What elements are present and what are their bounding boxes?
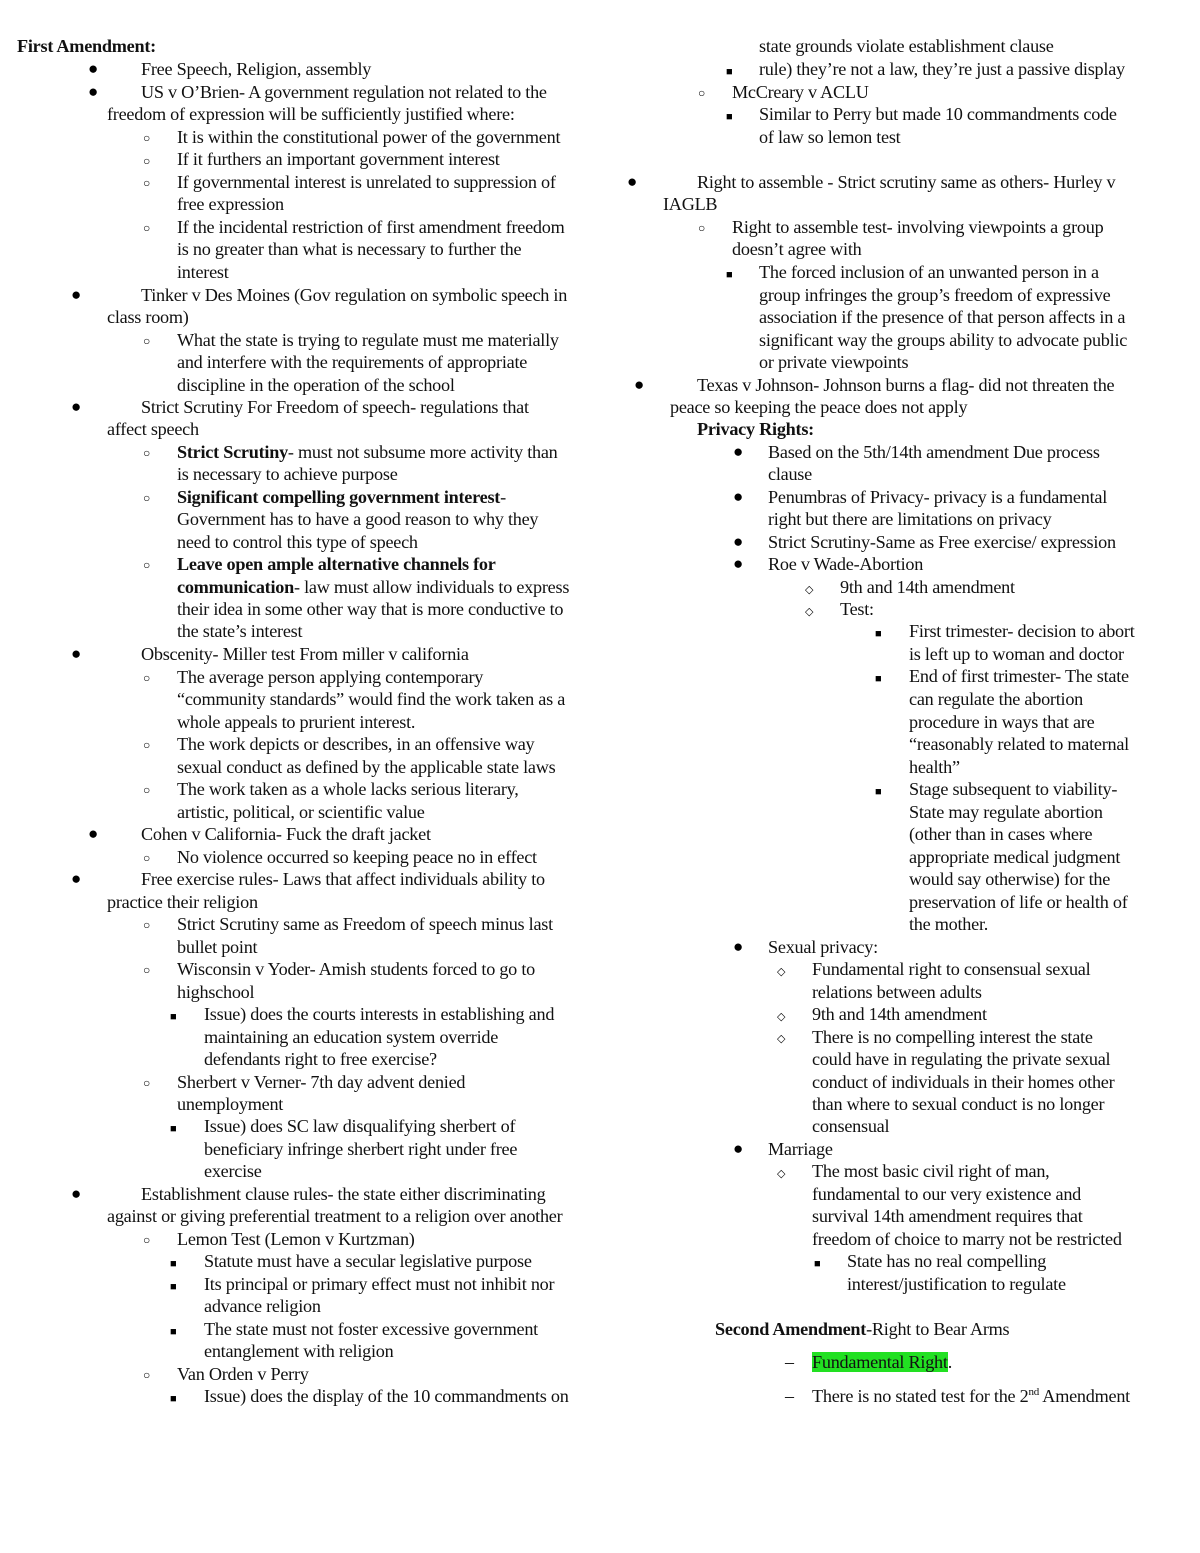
text-line: practice their religion [107,892,258,912]
text-line: against or giving preferential treatment to a religion over another [107,1206,563,1226]
text-line: could have in regulating the private sexual [812,1049,1111,1069]
bullet-circle: ○ [143,154,151,168]
text-span: - must not subsume more activity than [287,442,558,462]
bullet-circle: ○ [698,86,706,100]
text-line: Strict Scrutiny same as Freedom of speech minus last [177,914,553,934]
text-line: If the incidental restriction of first amendment freedom [177,217,565,237]
text-line: their idea in some other way that is more conductive to [177,599,564,619]
bullet-circle: ○ [143,334,151,348]
text-line: discipline in the operation of the school [177,375,455,395]
bullet-dot: ● [71,644,82,663]
text-line: US v O’Brien- A government regulation not related to the [141,82,547,102]
bullet-dot: ● [733,442,744,461]
text-line: freedom of expression will be sufficiently justified where: [107,104,515,124]
text-line: the state’s interest [177,621,303,641]
text-line: IAGLB [663,194,718,214]
text-line: The forced inclusion of an unwanted person in a [759,262,1099,282]
text-line: is left up to woman and doctor [909,644,1124,664]
text-line: Right to assemble - Strict scrutiny same as others- Hurley v [697,172,1116,192]
bullet-circle: ○ [143,1233,151,1247]
bullet-dot: ● [733,487,744,506]
text-line: association if the presence of that person affects in a [759,307,1126,327]
bullet-square: ■ [875,673,882,685]
bullet-circle: ○ [143,918,151,932]
bullet-diamond: ◇ [777,1033,786,1045]
text-line: consensual [812,1116,890,1136]
bullet-dot: ● [733,1139,744,1158]
bullet-square: ■ [726,269,733,281]
text-line: group infringes the group’s freedom of expressive [759,285,1111,305]
bullet-circle: ○ [143,176,151,190]
bold-term: communication [177,577,294,597]
text-line: Its principal or primary effect must not inhibit nor [204,1274,555,1294]
text-line [812,1385,1130,1407]
bullet-diamond: ◇ [805,606,814,618]
text-line: Marriage [768,1139,833,1159]
highlighted-text: Fundamental Right [812,1352,948,1372]
bullet-dot: ● [71,869,82,888]
text-line: and interfere with the requirements of appropriate [177,352,528,372]
text-line: The most basic civil right of man, [812,1161,1050,1181]
text-line: Issue) does SC law disqualifying sherbert of [204,1116,516,1136]
bullet-diamond: ◇ [777,966,786,978]
bullet-circle: ○ [143,221,151,235]
bullet-square: ■ [875,786,882,798]
bullet-circle: ○ [143,1076,151,1090]
text-line: unemployment [177,1094,284,1114]
text-line: Leave open ample alternative channels for [177,554,496,574]
text-line: Texas v Johnson- Johnson burns a flag- did not threaten the [697,375,1115,395]
text-line: can regulate the abortion [909,689,1084,709]
text-line: Establishment clause rules- the state either discriminating [141,1184,546,1204]
text-line: class room) [107,307,189,327]
text-line: Free exercise rules- Laws that affect individuals ability to [141,869,545,889]
bullet-circle: ○ [143,738,151,752]
bullet-square: ■ [726,66,733,78]
bold-term: Second Amendment [715,1319,867,1339]
text-line: entanglement with religion [204,1341,394,1361]
text-line: Lemon Test (Lemon v Kurtzman) [177,1229,415,1249]
text-line: Issue) does the courts interests in establishing and [204,1004,555,1024]
text-line: whole appeals to prurient interest. [177,712,416,732]
text-line: conduct of individuals in their homes other [812,1072,1115,1092]
text-line: relations between adults [812,982,982,1002]
text-line: bullet point [177,937,258,957]
bullet-square: ■ [170,1123,177,1135]
bullet-square: ■ [170,1326,177,1338]
text-line: 9th and 14th amendment [840,577,1015,597]
text-line: fundamental to our very existence and [812,1184,1082,1204]
bullet-dot: ● [71,397,82,416]
text-line: interest [177,262,229,282]
bullet-square: ■ [875,628,882,640]
text-line: McCreary v ACLU [732,82,869,102]
text-line: free expression [177,194,284,214]
text-line: doesn’t agree with [732,239,862,259]
text-line: affect speech [107,419,199,439]
bullet-diamond: ◇ [777,1168,786,1180]
bullet-dot: ● [88,82,99,101]
text-line: Statute must have a secular legislative purpose [204,1251,532,1271]
bold-term: Strict Scrutiny [177,442,288,462]
text-line: state grounds violate establishment clause [759,36,1054,56]
bullet-dot: ● [627,172,638,191]
bullet-dot: ● [71,285,82,304]
text-line: freedom of choice to marry not be restricted [812,1229,1122,1249]
text-line: Right to assemble test- involving viewpoints a group [732,217,1104,237]
text-span: Amendment [1039,1386,1130,1406]
text-line: or private viewpoints [759,352,909,372]
text-line: State has no real compelling [847,1251,1047,1271]
bullet-dash: – [785,1352,794,1372]
text-line: 9th and 14th amendment [812,1004,987,1024]
bullet-circle: ○ [143,558,151,572]
text-line: highschool [177,982,255,1002]
text-line: the mother. [909,914,989,934]
bullet-circle: ○ [143,963,151,977]
text-span: -Right to Bear Arms [866,1319,1010,1339]
text-line [177,486,506,508]
text-line: “community standards” would find the work taken as a [177,689,566,709]
text-line: No violence occurred so keeping peace no in effect [177,847,537,867]
bullet-diamond: ◇ [777,1011,786,1023]
bullet-square: ■ [170,1011,177,1023]
second-amendment-heading [715,1318,1009,1340]
text-line: than where to sexual conduct is no longer [812,1094,1105,1114]
text-line: What the state is trying to regulate must me materially [177,330,559,350]
text-line [812,1351,952,1373]
bullet-dot: ● [634,375,645,394]
text-line: is no greater than what is necessary to further the [177,239,522,259]
text-line: would say otherwise) for the [909,869,1111,889]
text-line: survival 14th amendment requires that [812,1206,1083,1226]
text-line: There is no compelling interest the state [812,1027,1093,1047]
text-line: Based on the 5th/14th amendment Due process [768,442,1100,462]
text-line: It is within the constitutional power of the government [177,127,561,147]
text-line [177,576,569,598]
text-line: If governmental interest is unrelated to suppression of [177,172,556,192]
bullet-dash: – [785,1386,794,1406]
text-line: advance religion [204,1296,321,1316]
text-line: Government has to have a good reason to why they [177,509,539,529]
bullet-circle: ○ [143,851,151,865]
text-span: There is no stated test for the 2 [812,1386,1029,1406]
bullet-circle: ○ [143,131,151,145]
text-line: is necessary to achieve purpose [177,464,398,484]
text-line: First trimester- decision to abort [909,621,1135,641]
text-line: “reasonably related to maternal [909,734,1129,754]
text-line: procedure in ways that are [909,712,1095,732]
bullet-circle: ○ [143,491,151,505]
text-line: rule) they’re not a law, they’re just a passive display [759,59,1125,79]
text-line: The state must not foster excessive government [204,1319,538,1339]
bullet-square: ■ [726,111,733,123]
first-amendment-heading: First Amendment: [17,36,156,56]
text-span: . [947,1352,952,1372]
text-line: appropriate medical judgment [909,847,1121,867]
text-line: Sexual privacy: [768,937,878,957]
text-line: maintaining an education system override [204,1027,499,1047]
text-line: If it furthers an important government interest [177,149,500,169]
bullet-dot: ● [88,59,99,78]
text-line: clause [768,464,812,484]
text-line: The work taken as a whole lacks serious literary, [177,779,519,799]
bold-term: Significant compelling government interest [177,487,501,507]
text-line: defendants right to free exercise? [204,1049,437,1069]
text-span: - [500,487,506,507]
text-line: beneficiary infringe sherbert right under free [204,1139,518,1159]
text-line: sexual conduct as defined by the applicable state laws [177,757,556,777]
text-line [177,441,558,463]
bullet-circle: ○ [143,1368,151,1382]
bullet-circle: ○ [143,671,151,685]
text-line: Stage subsequent to viability- [909,779,1118,799]
bullet-dot: ● [733,554,744,573]
privacy-rights-heading: Privacy Rights: [697,419,814,439]
text-line: Strict Scrutiny-Same as Free exercise/ expression [768,532,1116,552]
text-line: Issue) does the display of the 10 commandments on [204,1386,569,1406]
text-line: Obscenity- Miller test From miller v california [141,644,469,664]
text-line: Similar to Perry but made 10 commandments code [759,104,1117,124]
bullet-circle: ○ [143,446,151,460]
text-line: End of first trimester- The state [909,666,1129,686]
bullet-square: ■ [814,1258,821,1270]
text-line: (other than in cases where [909,824,1093,844]
bullet-diamond: ◇ [805,584,814,596]
bullet-square: ■ [170,1393,177,1405]
bullet-square: ■ [170,1258,177,1270]
text-line: Wisconsin v Yoder- Amish students forced to go to [177,959,535,979]
bullet-circle: ○ [143,783,151,797]
text-line: of law so lemon test [759,127,901,147]
text-line: significant way the groups ability to advocate public [759,330,1128,350]
bullet-dot: ● [71,1184,82,1203]
text-line: Penumbras of Privacy- privacy is a fundamental [768,487,1108,507]
bullet-dot: ● [88,824,99,843]
bullet-dot: ● [733,937,744,956]
text-line: preservation of life or health of [909,892,1128,912]
bullet-circle: ○ [698,221,706,235]
text-line: peace so keeping the peace does not apply [670,397,968,417]
text-line: Tinker v Des Moines (Gov regulation on symbolic speech in [141,285,568,305]
text-line: Van Orden v Perry [177,1364,309,1384]
text-line: Test: [840,599,874,619]
text-line: Roe v Wade-Abortion [768,554,924,574]
text-line: interest/justification to regulate [847,1274,1066,1294]
text-line: State may regulate abortion [909,802,1103,822]
bullet-dot: ● [733,532,744,551]
text-line: Free Speech, Religion, assembly [141,59,372,79]
text-line: Fundamental right to consensual sexual [812,959,1091,979]
bullet-square: ■ [170,1281,177,1293]
text-span: - law must allow individuals to express [294,577,570,597]
text-line: exercise [204,1161,262,1181]
text-line: The average person applying contemporary [177,667,484,687]
text-line: Sherbert v Verner- 7th day advent denied [177,1072,466,1092]
text-line: need to control this type of speech [177,532,418,552]
text-line: Strict Scrutiny For Freedom of speech- regulations that [141,397,529,417]
text-line: The work depicts or describes, in an offensive way [177,734,535,754]
text-line: Cohen v California- Fuck the draft jacket [141,824,431,844]
text-line: health” [909,757,960,777]
superscript: nd [1028,1385,1040,1398]
text-line: right but there are limitations on privacy [768,509,1052,529]
text-line: artistic, political, or scientific value [177,802,425,822]
